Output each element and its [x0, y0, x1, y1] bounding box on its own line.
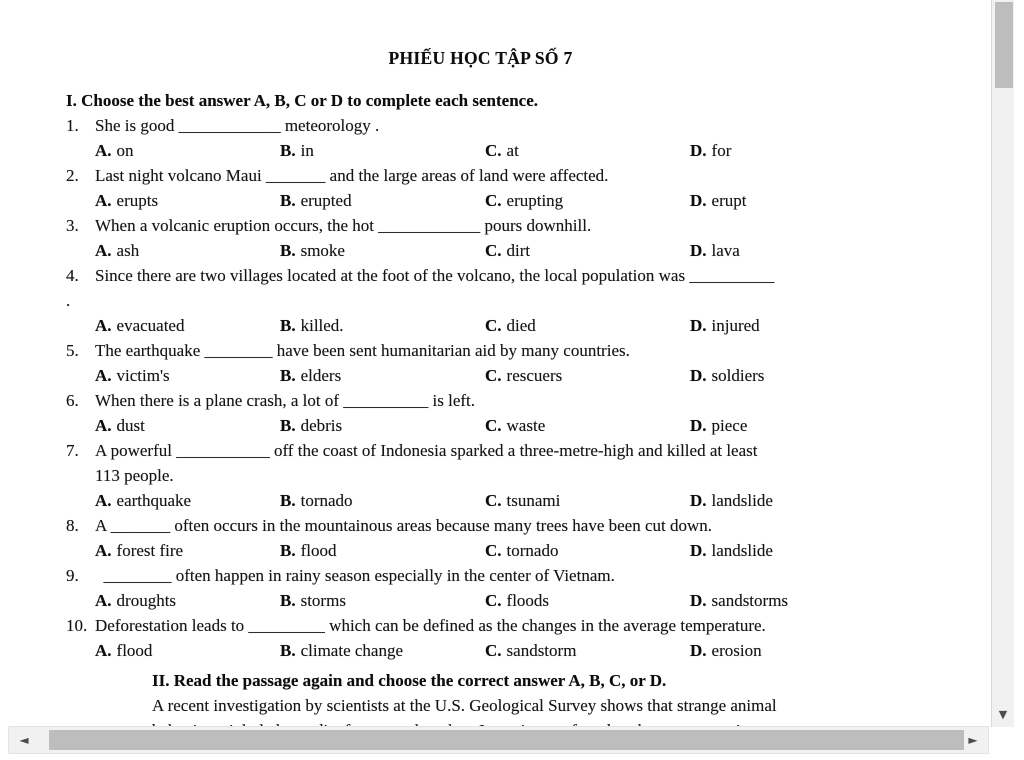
- question-10: [66, 613, 895, 663]
- question-text-continued: .: [66, 291, 71, 310]
- option-a: A. evacuated: [95, 316, 185, 335]
- option-c: C. dirt: [485, 241, 531, 260]
- question-number: 8.: [66, 516, 79, 535]
- option-c: C. tornado: [485, 541, 559, 560]
- question-text: ________ often happen in rainy season especially in the center of Vietnam.: [95, 566, 615, 585]
- passage-line-1: A recent investigation by scientists at the U.S. Geological Survey shows that strange animal: [152, 696, 777, 715]
- options-row: [95, 313, 895, 338]
- options-row: [95, 188, 895, 213]
- option-a: A. forest fire: [95, 541, 184, 560]
- options-row: [95, 588, 895, 613]
- arrow-right-icon: ►: [968, 733, 978, 747]
- question-text: Since there are two villages located at the foot of the volcano, the local population was __________: [95, 266, 775, 285]
- option-d: D. sandstorms: [690, 591, 789, 610]
- option-b: B. elders: [280, 366, 342, 385]
- option-a: A. erupts: [95, 191, 159, 210]
- question-number: 3.: [66, 216, 79, 235]
- question-number: 7.: [66, 441, 79, 460]
- vertical-scrollbar[interactable]: [991, 0, 1014, 727]
- options-row: [95, 138, 895, 163]
- options-row: [95, 638, 895, 663]
- option-d: D. erupt: [690, 191, 747, 210]
- question-text: A _______ often occurs in the mountainous areas because many trees have been cut down.: [95, 516, 713, 535]
- question-1: [66, 113, 895, 163]
- option-a: A. flood: [95, 641, 153, 660]
- option-a: A. ash: [95, 241, 140, 260]
- question-text: Deforestation leads to _________ which can be defined as the changes in the average temperature.: [95, 616, 766, 635]
- option-c: C. rescuers: [485, 366, 563, 385]
- option-d: D. soldiers: [690, 366, 765, 385]
- question-text: When there is a plane crash, a lot of __________ is left.: [95, 391, 476, 410]
- option-a: A. dust: [95, 416, 145, 435]
- option-d: D. piece: [690, 416, 748, 435]
- question-number: 6.: [66, 391, 79, 410]
- options-row: [95, 413, 895, 438]
- question-number: 2.: [66, 166, 79, 185]
- options-row: [95, 363, 895, 388]
- arrow-down-icon: ▼: [998, 707, 1008, 721]
- question-text: A powerful ___________ off the coast of Indonesia sparked a three-metre-high and killed at least: [95, 441, 758, 460]
- options-row: [95, 538, 895, 563]
- question-4: [66, 263, 895, 338]
- option-c: C. died: [485, 316, 536, 335]
- question-number: 1.: [66, 116, 79, 135]
- vertical-scrollbar-thumb[interactable]: [995, 2, 1013, 88]
- option-d: D. lava: [690, 241, 740, 260]
- option-d: D. landslide: [690, 491, 773, 510]
- option-a: A. victim's: [95, 366, 170, 385]
- option-b: B. killed.: [280, 316, 344, 335]
- option-b: B. erupted: [280, 191, 352, 210]
- question-8: [66, 513, 895, 563]
- scroll-down-button[interactable]: [992, 701, 1014, 727]
- question-number: 5.: [66, 341, 79, 360]
- question-text: She is good ____________ meteorology .: [95, 116, 380, 135]
- option-b: B. storms: [280, 591, 346, 610]
- scroll-left-button[interactable]: [11, 727, 37, 753]
- question-text-continued: 113 people.: [95, 466, 174, 485]
- question-5: [66, 338, 895, 388]
- option-c: C. floods: [485, 591, 550, 610]
- option-c: C. waste: [485, 416, 546, 435]
- question-number: 4.: [66, 266, 79, 285]
- horizontal-scrollbar-thumb[interactable]: [49, 730, 964, 750]
- horizontal-scrollbar[interactable]: [8, 726, 989, 754]
- option-c: C. sandstorm: [485, 641, 577, 660]
- option-d: D. for: [690, 141, 732, 160]
- arrow-left-icon: ◄: [19, 733, 29, 747]
- option-a: A. earthquake: [95, 491, 192, 510]
- question-number: 10.: [66, 616, 88, 635]
- scroll-right-button[interactable]: [960, 727, 986, 753]
- option-c: C. tsunami: [485, 491, 561, 510]
- question-2: [66, 163, 895, 213]
- option-d: D. landslide: [690, 541, 773, 560]
- option-d: D. erosion: [690, 641, 762, 660]
- option-b: B. in: [280, 141, 314, 160]
- option-b: B. flood: [280, 541, 337, 560]
- question-text: Last night volcano Maui _______ and the large areas of land were affected.: [95, 166, 609, 185]
- question-3: [66, 213, 895, 263]
- option-b: B. debris: [280, 416, 343, 435]
- section2-heading: II. Read the passage again and choose the correct answer A, B, C, or D.: [152, 671, 667, 690]
- option-c: C. at: [485, 141, 519, 160]
- option-a: A. on: [95, 141, 134, 160]
- page-title: PHIẾU HỌC TẬP SỐ 7: [388, 48, 573, 68]
- option-b: B. tornado: [280, 491, 353, 510]
- question-number: 9.: [66, 566, 79, 585]
- question-6: [66, 388, 895, 438]
- question-text: When a volcanic eruption occurs, the hot ____________ pours downhill.: [95, 216, 592, 235]
- option-a: A. droughts: [95, 591, 177, 610]
- option-c: C. erupting: [485, 191, 564, 210]
- option-d: D. injured: [690, 316, 760, 335]
- options-row: [95, 238, 895, 263]
- question-7: [66, 438, 895, 513]
- section1-heading: I. Choose the best answer A, B, C or D to complete each sentence.: [66, 91, 539, 110]
- question-text: The earthquake ________ have been sent humanitarian aid by many countries.: [95, 341, 630, 360]
- option-b: B. smoke: [280, 241, 345, 260]
- option-b: B. climate change: [280, 641, 404, 660]
- question-9: [66, 563, 895, 613]
- options-row: [95, 488, 895, 513]
